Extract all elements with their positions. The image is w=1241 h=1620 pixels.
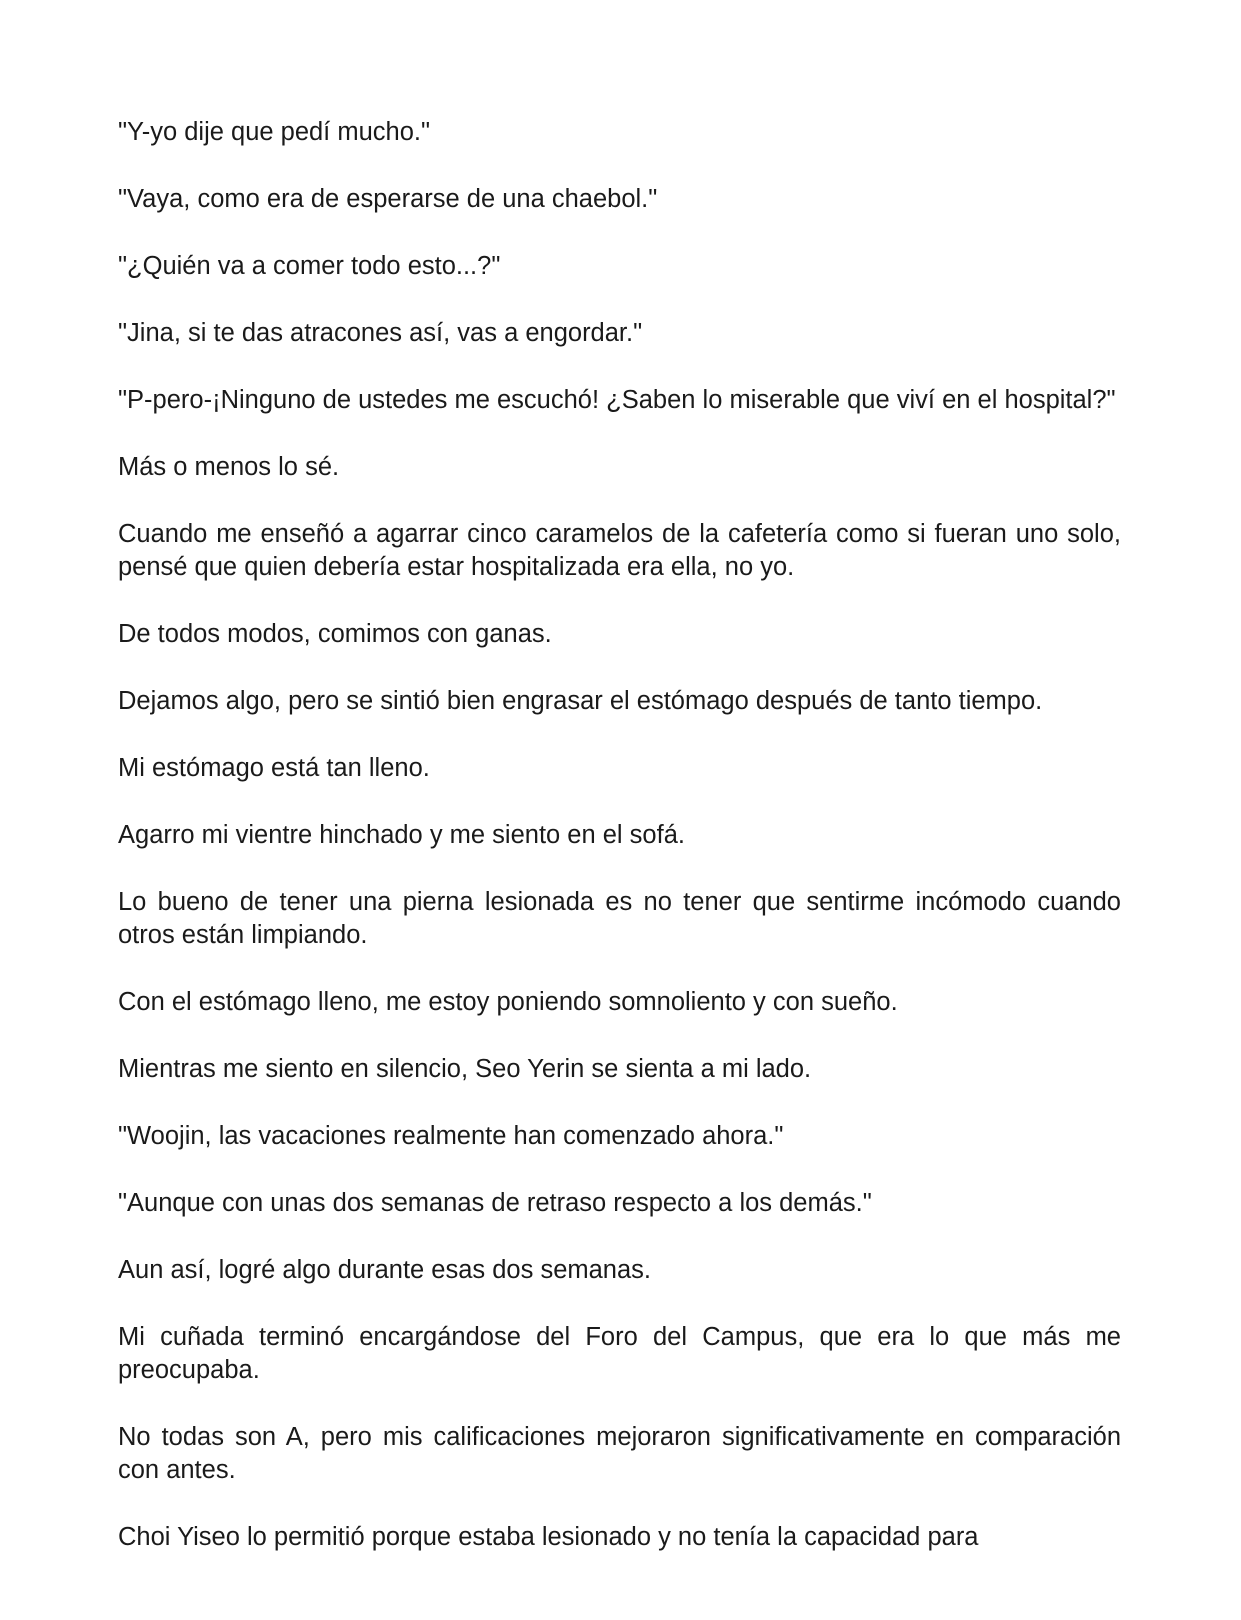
paragraph: Aun así, logré algo durante esas dos semanas. (118, 1256, 651, 1284)
paragraph: Choi Yiseo lo permitió porque estaba lesionado y no tenía la capacidad para (118, 1523, 979, 1551)
paragraph: Cuando me enseñó a agarrar cinco caramelos de la cafetería como si fueran uno solo, pensé que quien debería estar hospitalizada era ella, no yo. (118, 520, 1121, 581)
paragraph: "Vaya, como era de esperarse de una chaebol." (118, 185, 658, 213)
paragraph: Más o menos lo sé. (118, 453, 340, 481)
paragraph: Lo bueno de tener una pierna lesionada es no tener que sentirme incómodo cuando otros están limpiando. (118, 888, 1121, 949)
paragraph: "Woojin, las vacaciones realmente han comenzado ahora." (118, 1122, 784, 1150)
paragraph: Dejamos algo, pero se sintió bien engrasar el estómago después de tanto tiempo. (118, 687, 1043, 715)
text-body (118, 116, 1121, 1588)
paragraph: No todas son A, pero mis calificaciones mejoraron significativamente en comparación con antes. (118, 1423, 1121, 1484)
paragraph: De todos modos, comimos con ganas. (118, 620, 552, 648)
paragraph: Agarro mi vientre hinchado y me siento en el sofá. (118, 821, 685, 849)
paragraph: Mi cuñada terminó encargándose del Foro del Campus, que era lo que más me preocupaba. (118, 1323, 1121, 1384)
paragraph: "Aunque con unas dos semanas de retraso respecto a los demás." (118, 1189, 872, 1217)
paragraph: Mientras me siento en silencio, Seo Yerin se sienta a mi lado. (118, 1055, 812, 1083)
paragraph: "Y-yo dije que pedí mucho." (118, 118, 431, 146)
paragraph: Con el estómago lleno, me estoy poniendo somnoliento y con sueño. (118, 988, 898, 1016)
paragraph: "¿Quién va a comer todo esto...?" (118, 252, 501, 280)
paragraph: "Jina, si te das atracones así, vas a engordar." (118, 319, 643, 347)
paragraph: Mi estómago está tan lleno. (118, 754, 430, 782)
paragraph: "P-pero-¡Ninguno de ustedes me escuchó! ¿Saben lo miserable que viví en el hospital?" (118, 386, 1116, 414)
